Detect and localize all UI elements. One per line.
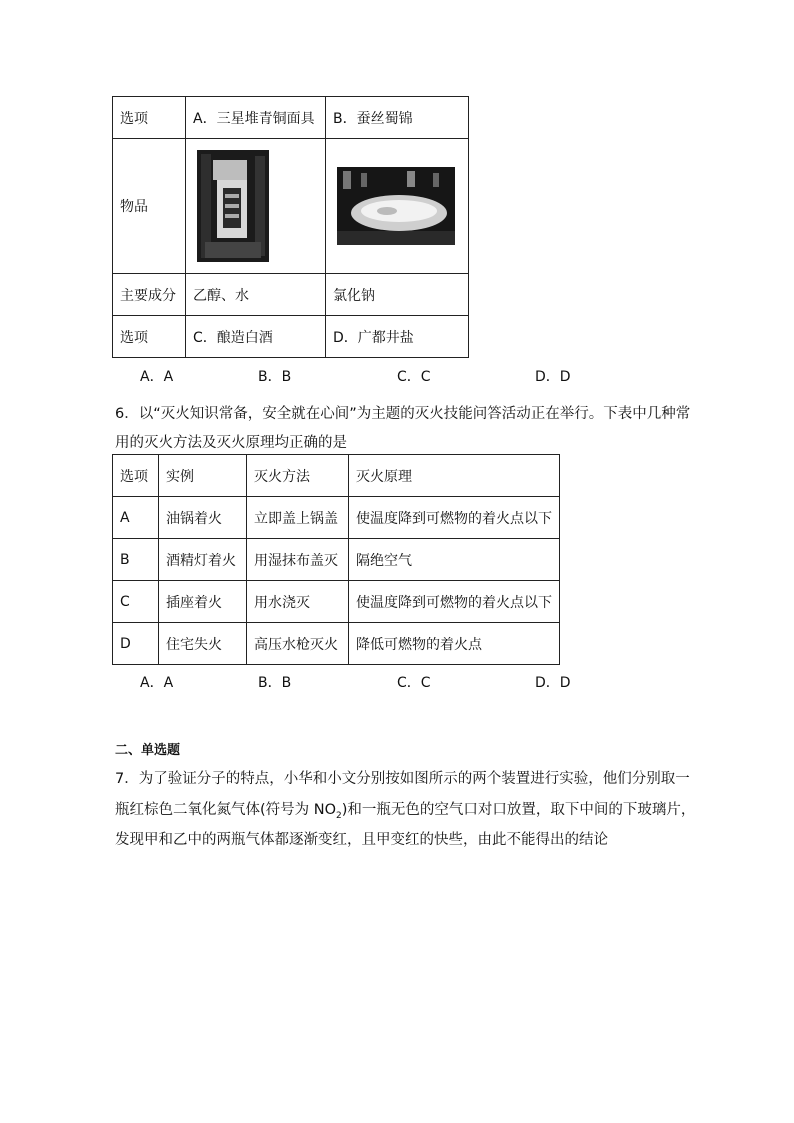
liquor-bottle-image: [197, 150, 269, 262]
q6-cell: 酒精灯着火: [159, 539, 247, 581]
q5-option-c[interactable]: C．C: [397, 369, 431, 385]
q6-cell: C: [113, 581, 159, 623]
q7-subscript: 2: [336, 810, 342, 821]
q6-cell: 隔绝空气: [349, 539, 560, 581]
q5-table: [112, 96, 469, 358]
section-heading: 二、单选题: [115, 743, 181, 758]
q6-option-c[interactable]: C．C: [397, 675, 431, 691]
q6-cell: 立即盖上锅盖: [247, 497, 349, 539]
q7-line2: [115, 798, 695, 821]
q5-cell: B．蚕丝蜀锦: [326, 97, 469, 139]
q5-cell: 乙醇、水: [186, 274, 326, 316]
q6-cell: 使温度降到可燃物的着火点以下: [349, 497, 560, 539]
q7-line2-part2: )和一瓶无色的空气口对口放置，取下中间的下玻璃片，: [341, 802, 696, 818]
q6-cell: 住宅失火: [159, 623, 247, 665]
q7-line2-part1: 瓶红棕色二氧化氮气体(符号为 NO: [115, 802, 337, 818]
q6-header: 灭火原理: [349, 455, 560, 497]
salt-pan-image: [337, 167, 455, 245]
q6-cell: D: [113, 623, 159, 665]
table-row: [113, 581, 560, 623]
q6-cell: 油锅着火: [159, 497, 247, 539]
q6-cell: B: [113, 539, 159, 581]
q5-image-cell: [326, 139, 469, 274]
q5-cell: 物品: [113, 139, 186, 274]
q5-cell: C．酿造白酒: [186, 316, 326, 358]
table-row: [113, 539, 560, 581]
q6-cell: A: [113, 497, 159, 539]
q5-cell: 氯化钠: [326, 274, 469, 316]
q5-cell: 主要成分: [113, 274, 186, 316]
q5-option-a[interactable]: A．A: [140, 369, 174, 385]
q6-option-b[interactable]: B．B: [258, 675, 292, 691]
q6-stem-line2: 用的灭火方法及灭火原理均正确的是: [115, 435, 347, 451]
q6-header: 选项: [113, 455, 159, 497]
q6-header: 灭火方法: [247, 455, 349, 497]
q7-line1: 7．为了验证分子的特点，小华和小文分别按如图所示的两个装置进行实验，他们分别取一: [115, 771, 690, 787]
table-row: [113, 497, 560, 539]
q6-cell: 插座着火: [159, 581, 247, 623]
q6-header: 实例: [159, 455, 247, 497]
q6-cell: 降低可燃物的着火点: [349, 623, 560, 665]
table-row: [113, 623, 560, 665]
q5-image-cell: [186, 139, 326, 274]
q5-option-d[interactable]: D．D: [535, 369, 571, 385]
q6-table: [112, 454, 560, 665]
q6-option-a[interactable]: A．A: [140, 675, 174, 691]
q6-cell: 使温度降到可燃物的着火点以下: [349, 581, 560, 623]
q5-cell: 选项: [113, 97, 186, 139]
q6-cell: 用水浇灭: [247, 581, 349, 623]
q5-option-b[interactable]: B．B: [258, 369, 292, 385]
q6-stem-line1: 6．以“灭火知识常备，安全就在心间”为主题的灭火技能问答活动正在举行。下表中几种常: [115, 406, 691, 422]
q5-cell: 选项: [113, 316, 186, 358]
q6-option-d[interactable]: D．D: [535, 675, 571, 691]
q6-cell: 用湿抹布盖灭: [247, 539, 349, 581]
q7-line3: 发现甲和乙中的两瓶气体都逐渐变红，且甲变红的快些，由此不能得出的结论: [115, 832, 608, 848]
q5-cell: D．广都井盐: [326, 316, 469, 358]
q5-cell: A．三星堆青铜面具: [186, 97, 326, 139]
q6-cell: 高压水枪灭火: [247, 623, 349, 665]
